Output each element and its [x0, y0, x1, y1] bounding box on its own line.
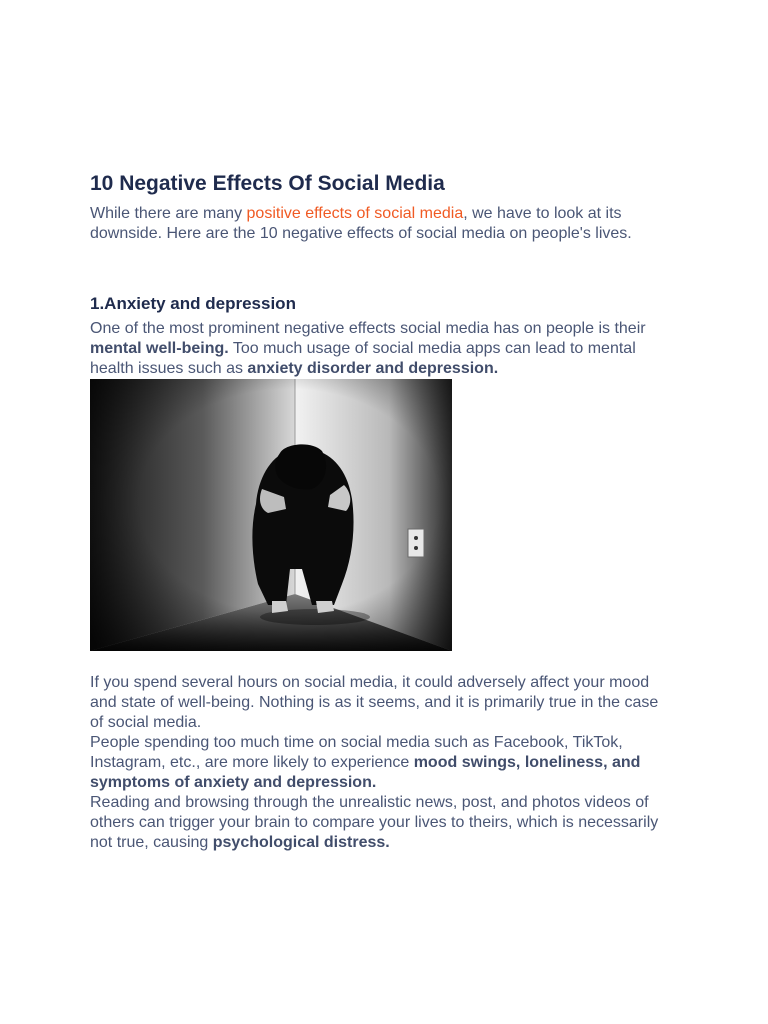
paragraph-text: Too much usage of social media apps can lead to mental health issues such as [90, 340, 636, 377]
paragraph-text: One of the most prominent negative effects social media has on people is their [90, 320, 646, 337]
paragraph-text: People spending too much time on social media such as Facebook, TikTok, Instagram, etc., are more likely to experience [90, 734, 623, 771]
section-paragraph-2: If you spend several hours on social media, it could adversely affect your mood and state of well-being. Nothing is as it seems, and it is primarily true in the case of social media. [90, 674, 659, 731]
bold-text: anxiety disorder and depression. [247, 360, 499, 377]
depression-photo [90, 379, 452, 651]
intro-text-end: , we have to look at its downside. Here are the 10 negative effects of social media on people's lives. [90, 205, 632, 242]
bold-text: mood swings, loneliness, and symptoms of anxiety and depression. [90, 754, 641, 791]
intro-paragraph [90, 204, 680, 243]
bold-text: mental well-being. [90, 340, 229, 357]
article [90, 170, 690, 853]
section-paragraph-1 [90, 319, 650, 379]
intro-text-start: While there are many [90, 205, 247, 222]
bold-text: psychological distress. [212, 834, 390, 851]
section-heading: 1.Anxiety and depression [90, 294, 296, 313]
article-title: 10 Negative Effects Of Social Media [90, 172, 445, 195]
section-paragraph-4 [90, 793, 675, 853]
positive-effects-link[interactable]: positive effects of social media [246, 205, 464, 222]
section-paragraph-3 [90, 733, 670, 793]
paragraph-text: Reading and browsing through the unrealistic news, post, and photos videos of others can trigger your brain to compare your lives to theirs, which is necessarily not true, causing [90, 794, 659, 851]
